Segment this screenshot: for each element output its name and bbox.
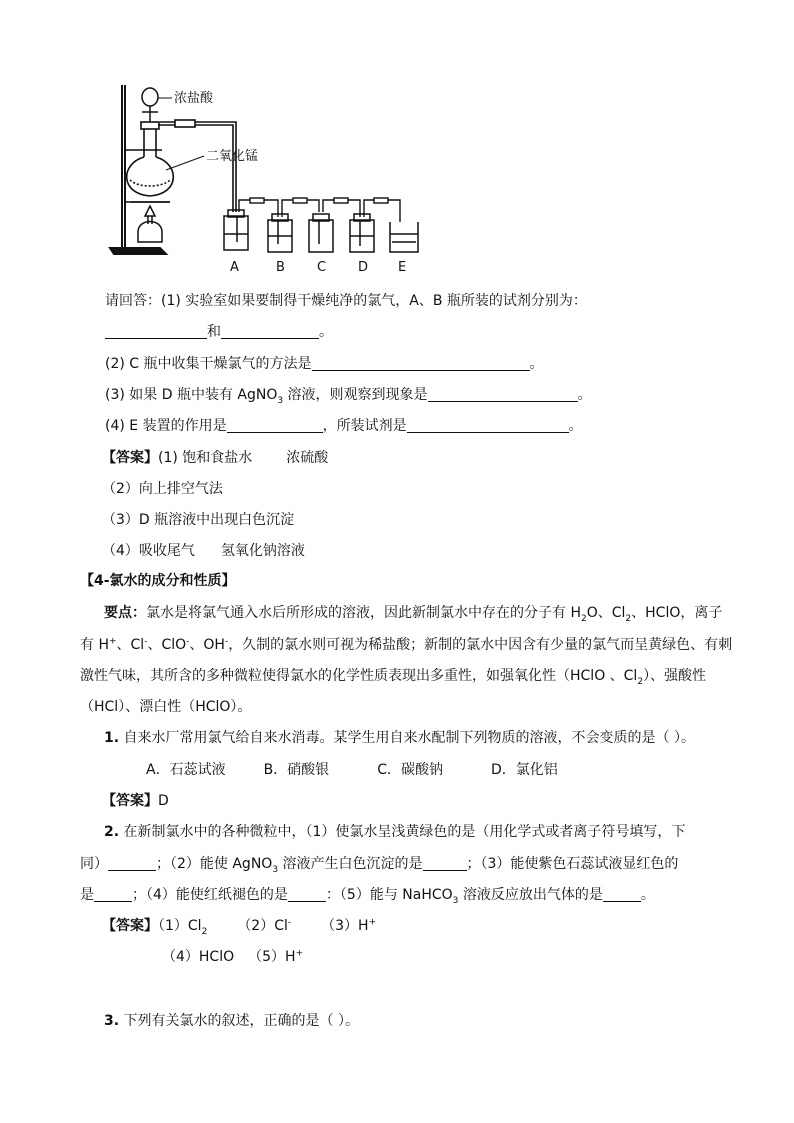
bottle-label-e: E: [398, 260, 407, 275]
bottle-b: [268, 214, 292, 252]
acid-label: 浓盐酸: [174, 91, 214, 106]
bottle-label-d: D: [358, 260, 369, 275]
bottle-d: [350, 214, 374, 252]
mno2-label: 二氧化锰: [206, 149, 259, 164]
answer-q6-line-2: （4）HClO （5）H+: [162, 948, 304, 965]
question-5: 1. 自来水厂常用氯气给自来水消毒。某学生用自来水配制下列物质的溶液，不会变质的是（ ）。: [104, 730, 695, 746]
answer-blank[interactable]: [407, 418, 569, 433]
question-4: (4) E 装置的作用是 ，所装试剂是 。: [105, 418, 583, 434]
question-6-line-2: 同） ；（2）能使 AgNO$_3$ 溶液产生白色沉淀的是 ；（3）能使紫色石蕊试液显红色的: [80, 856, 679, 875]
answer-3-line: （3）D 瓶溶液中出现白色沉淀: [102, 512, 295, 528]
answer-2-line: （2）向上排空气法: [102, 481, 223, 497]
bottle-label-b: B: [276, 260, 285, 275]
key-points-line-2: 有 H+、Cl-、ClO-、OH-，久制的氯水则可视为稀盐酸；新制的氯水中因含有少量的氯气而呈黄绿色、有刺: [80, 636, 733, 653]
answer-1-line: 【答案】(1) 饱和食盐水 浓硫酸: [102, 450, 329, 466]
answer-q6-line-1: 【答案】$(1)Cl_2$ （2）Cl- （3）H+: [102, 917, 377, 937]
answer-blank[interactable]: [227, 418, 323, 433]
section-title: 【4-氯水的成分和性质】: [80, 573, 236, 589]
answer-blank[interactable]: [288, 887, 326, 902]
key-points-line-3: 激性气味，其所含的多种微粒使得氯水的化学性质表现出多重性，如强氧化性（HClO 、$Cl_2$）、强酸性: [80, 668, 707, 687]
answer-blank[interactable]: [105, 324, 207, 339]
bottle-label-a: A: [230, 260, 239, 275]
question-1: 和 。: [105, 323, 333, 341]
alcohol-lamp: [130, 202, 170, 242]
answer-blank[interactable]: [221, 324, 319, 339]
answer-4-line: （4）吸收尾气 氢氧化钠溶液: [102, 543, 305, 559]
question-6-line-3: 是 ；（4）能使红纸褪色的是 ：（5）能与 NaHCO$_3$ 溶液反应放出气体的是 。: [80, 887, 655, 906]
question-7: 3. 下列有关氯水的叙述，正确的是（ ）。: [104, 1013, 359, 1029]
apparatus-diagram: [100, 82, 430, 277]
bottle-label-c: C: [317, 260, 327, 275]
option-b[interactable]: B．硝酸银: [263, 762, 330, 778]
answer-blank[interactable]: [423, 856, 467, 871]
question-intro: 请回答：(1) 实验室如果要制得干燥纯净的氯气，A、B 瓶所装的试剂分别为：: [105, 293, 587, 309]
question-6-line-1: 2. 在新制氯水中的各种微粒中，（1）使氯水呈浅黄绿色的是（用化学式或者离子符号填写，下: [104, 824, 686, 840]
answer-blank[interactable]: [94, 887, 132, 902]
option-d[interactable]: D．氯化铝: [490, 762, 558, 778]
answer-blank[interactable]: [603, 887, 641, 902]
question-5-options: [146, 761, 558, 779]
bottle-a: [224, 210, 248, 250]
option-c[interactable]: C．碳酸钠: [377, 762, 443, 778]
key-points-line-4: （HCl）、漂白性（HClO）。: [80, 699, 252, 715]
answer-blank[interactable]: [312, 356, 530, 371]
question-3: (3) 如果 D 瓶中装有 AgNO$_3$ 溶液，则观察到现象是 。: [105, 387, 592, 406]
question-2: (2) C 瓶中收集干燥氯气的方法是 。: [105, 356, 544, 372]
bottle-c: [309, 214, 333, 252]
key-points-line-1: 要点：氯水是将氯气通入水后所形成的溶液，因此新制氯水中存在的分子有 $H_2O$、$Cl_2$、HClO，离子: [104, 605, 723, 624]
answer-q5: 【答案】D: [102, 793, 169, 809]
answer-blank[interactable]: [428, 387, 578, 402]
answer-blank[interactable]: [108, 856, 156, 871]
dropping-funnel: [142, 88, 158, 127]
option-a[interactable]: A．石蕊试液: [146, 762, 226, 778]
beaker-e: [390, 222, 418, 252]
round-bottom-flask: [127, 122, 174, 196]
